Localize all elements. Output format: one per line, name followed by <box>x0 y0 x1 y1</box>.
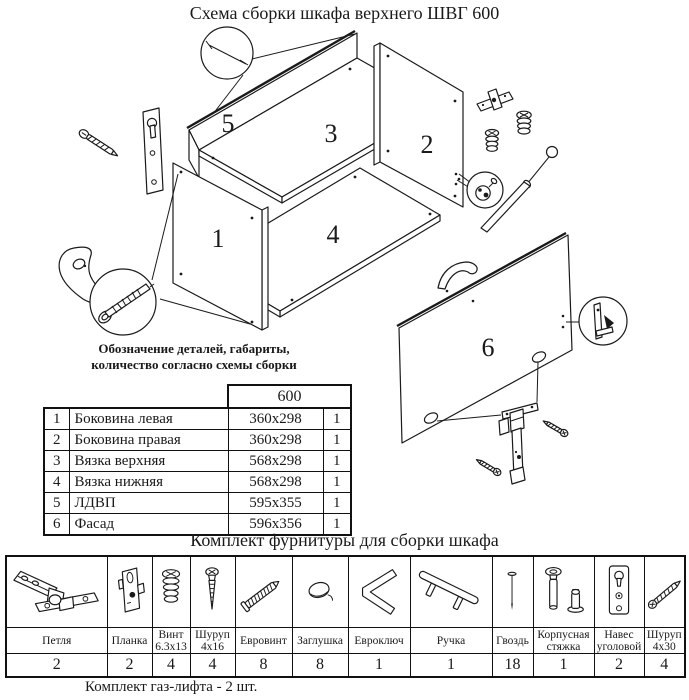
detail-circle-bracket <box>579 297 627 345</box>
detail-circle-nail <box>201 27 253 79</box>
part-row-name: Боковина левая <box>69 408 228 430</box>
part-row-name: Фасад <box>69 514 228 536</box>
part-row-qty: 1 <box>323 451 351 472</box>
parts-note-line1: Обозначение деталей, габариты, <box>98 341 290 356</box>
part-row-num: 3 <box>44 451 69 472</box>
part-label-2: 2 <box>420 130 434 159</box>
parts-note <box>60 341 328 372</box>
part-row-qty: 1 <box>323 472 351 493</box>
hinge-glyph <box>499 403 538 484</box>
part-row-name: Боковина правая <box>69 430 228 451</box>
part-label-5: 5 <box>221 109 235 138</box>
part-row-dims: 568x298 <box>228 451 323 472</box>
part-row-dims: 595x355 <box>228 493 323 514</box>
nail-icon <box>493 558 532 622</box>
hardware-label: Винт 6.3x13 <box>152 628 190 654</box>
hardware-qty: 8 <box>235 654 292 678</box>
part-row-num: 6 <box>44 514 69 536</box>
hardware-qty: 4 <box>190 654 235 678</box>
part-row-name: ЛДВП <box>69 493 228 514</box>
part-label-4: 4 <box>326 220 340 249</box>
cabinet-bolt-icon <box>534 558 593 622</box>
hardware-label: Гвоздь <box>492 628 533 654</box>
part-row-num: 5 <box>44 493 69 514</box>
part-row-name: Вязка нижняя <box>69 472 228 493</box>
hardware-qty: 8 <box>292 654 348 678</box>
hardware-label: Навес уголовой <box>594 628 644 654</box>
hardware-qty: 2 <box>6 654 107 678</box>
part-row-dims: 596x356 <box>228 514 323 536</box>
cap-icon <box>293 558 347 622</box>
wall-screw-glyph <box>78 128 120 159</box>
hinge-screw-left <box>475 457 503 477</box>
detail-circle-confirmat <box>90 269 156 335</box>
hardware-qty: 18 <box>492 654 533 678</box>
hardware-qty: 4 <box>152 654 190 678</box>
hardware-qty: 1 <box>348 654 410 678</box>
hardware-label: Ручка <box>410 628 492 654</box>
part-row-dims: 360x298 <box>228 408 323 430</box>
size-header-cell: 600 <box>228 385 351 408</box>
hardware-label: Евроключ <box>348 628 410 654</box>
hanging-plate-icon <box>595 558 643 622</box>
part-label-6: 6 <box>481 333 495 362</box>
hinge-screw-right <box>542 418 570 438</box>
part-row-num: 4 <box>44 472 69 493</box>
hardware-qty: 1 <box>410 654 492 678</box>
hanging-plate-glyph <box>143 108 163 194</box>
part-row-num: 1 <box>44 408 69 430</box>
hardware-label: Шуруп 4x16 <box>190 628 235 654</box>
hardware-label: Заглушка <box>292 628 348 654</box>
hardware-qty: 4 <box>644 654 685 678</box>
part-row-dims: 568x298 <box>228 472 323 493</box>
part-row-name: Вязка верхняя <box>69 451 228 472</box>
detail-circle-cam <box>467 172 503 208</box>
screw-4x16-icon <box>191 558 234 622</box>
screw-4x30-icon <box>645 558 684 622</box>
part-label-1: 1 <box>211 224 225 253</box>
handle-icon <box>411 558 491 622</box>
confirmat-icon <box>236 558 291 622</box>
part-label-3: 3 <box>324 119 338 148</box>
hardware-title: Комплект фурнитуры для сборки шкафа <box>190 530 499 550</box>
part-row-qty: 1 <box>323 408 351 430</box>
cam-screw-glyph-a <box>517 111 531 134</box>
hardware-qty: 2 <box>107 654 152 678</box>
hardware-qty: 2 <box>594 654 644 678</box>
parts-table <box>43 384 352 536</box>
part-row-num: 2 <box>44 430 69 451</box>
parts-note-line2: количество согласно схемы сборки <box>91 356 297 372</box>
hardware-qty: 1 <box>533 654 594 678</box>
part-row-qty: 1 <box>323 430 351 451</box>
footer-note: Комплект газ-лифта - 2 шт. <box>85 679 258 695</box>
panel-right-2 <box>374 43 463 207</box>
part-row-dims: 360x298 <box>228 430 323 451</box>
part-row-qty: 1 <box>323 514 351 536</box>
hardware-label: Евровинт <box>235 628 292 654</box>
cam-screw-glyph-b <box>485 130 498 152</box>
hardware-label: Шуруп 4x30 <box>644 628 685 654</box>
page-title: Схема сборки шкафа верхнего ШВГ 600 <box>189 3 500 23</box>
part-row-qty: 1 <box>323 493 351 514</box>
cam-screw-icon <box>153 558 189 622</box>
hardware-table <box>5 555 686 678</box>
hardware-label: Петля <box>6 628 107 654</box>
hex-key-icon <box>349 558 409 622</box>
hardware-label: Корпусная стяжка <box>533 628 594 654</box>
mounting-plate-glyph <box>477 89 513 111</box>
hinge-icon <box>8 558 106 622</box>
mounting-plate-icon <box>108 558 151 622</box>
hardware-label: Планка <box>107 628 152 654</box>
